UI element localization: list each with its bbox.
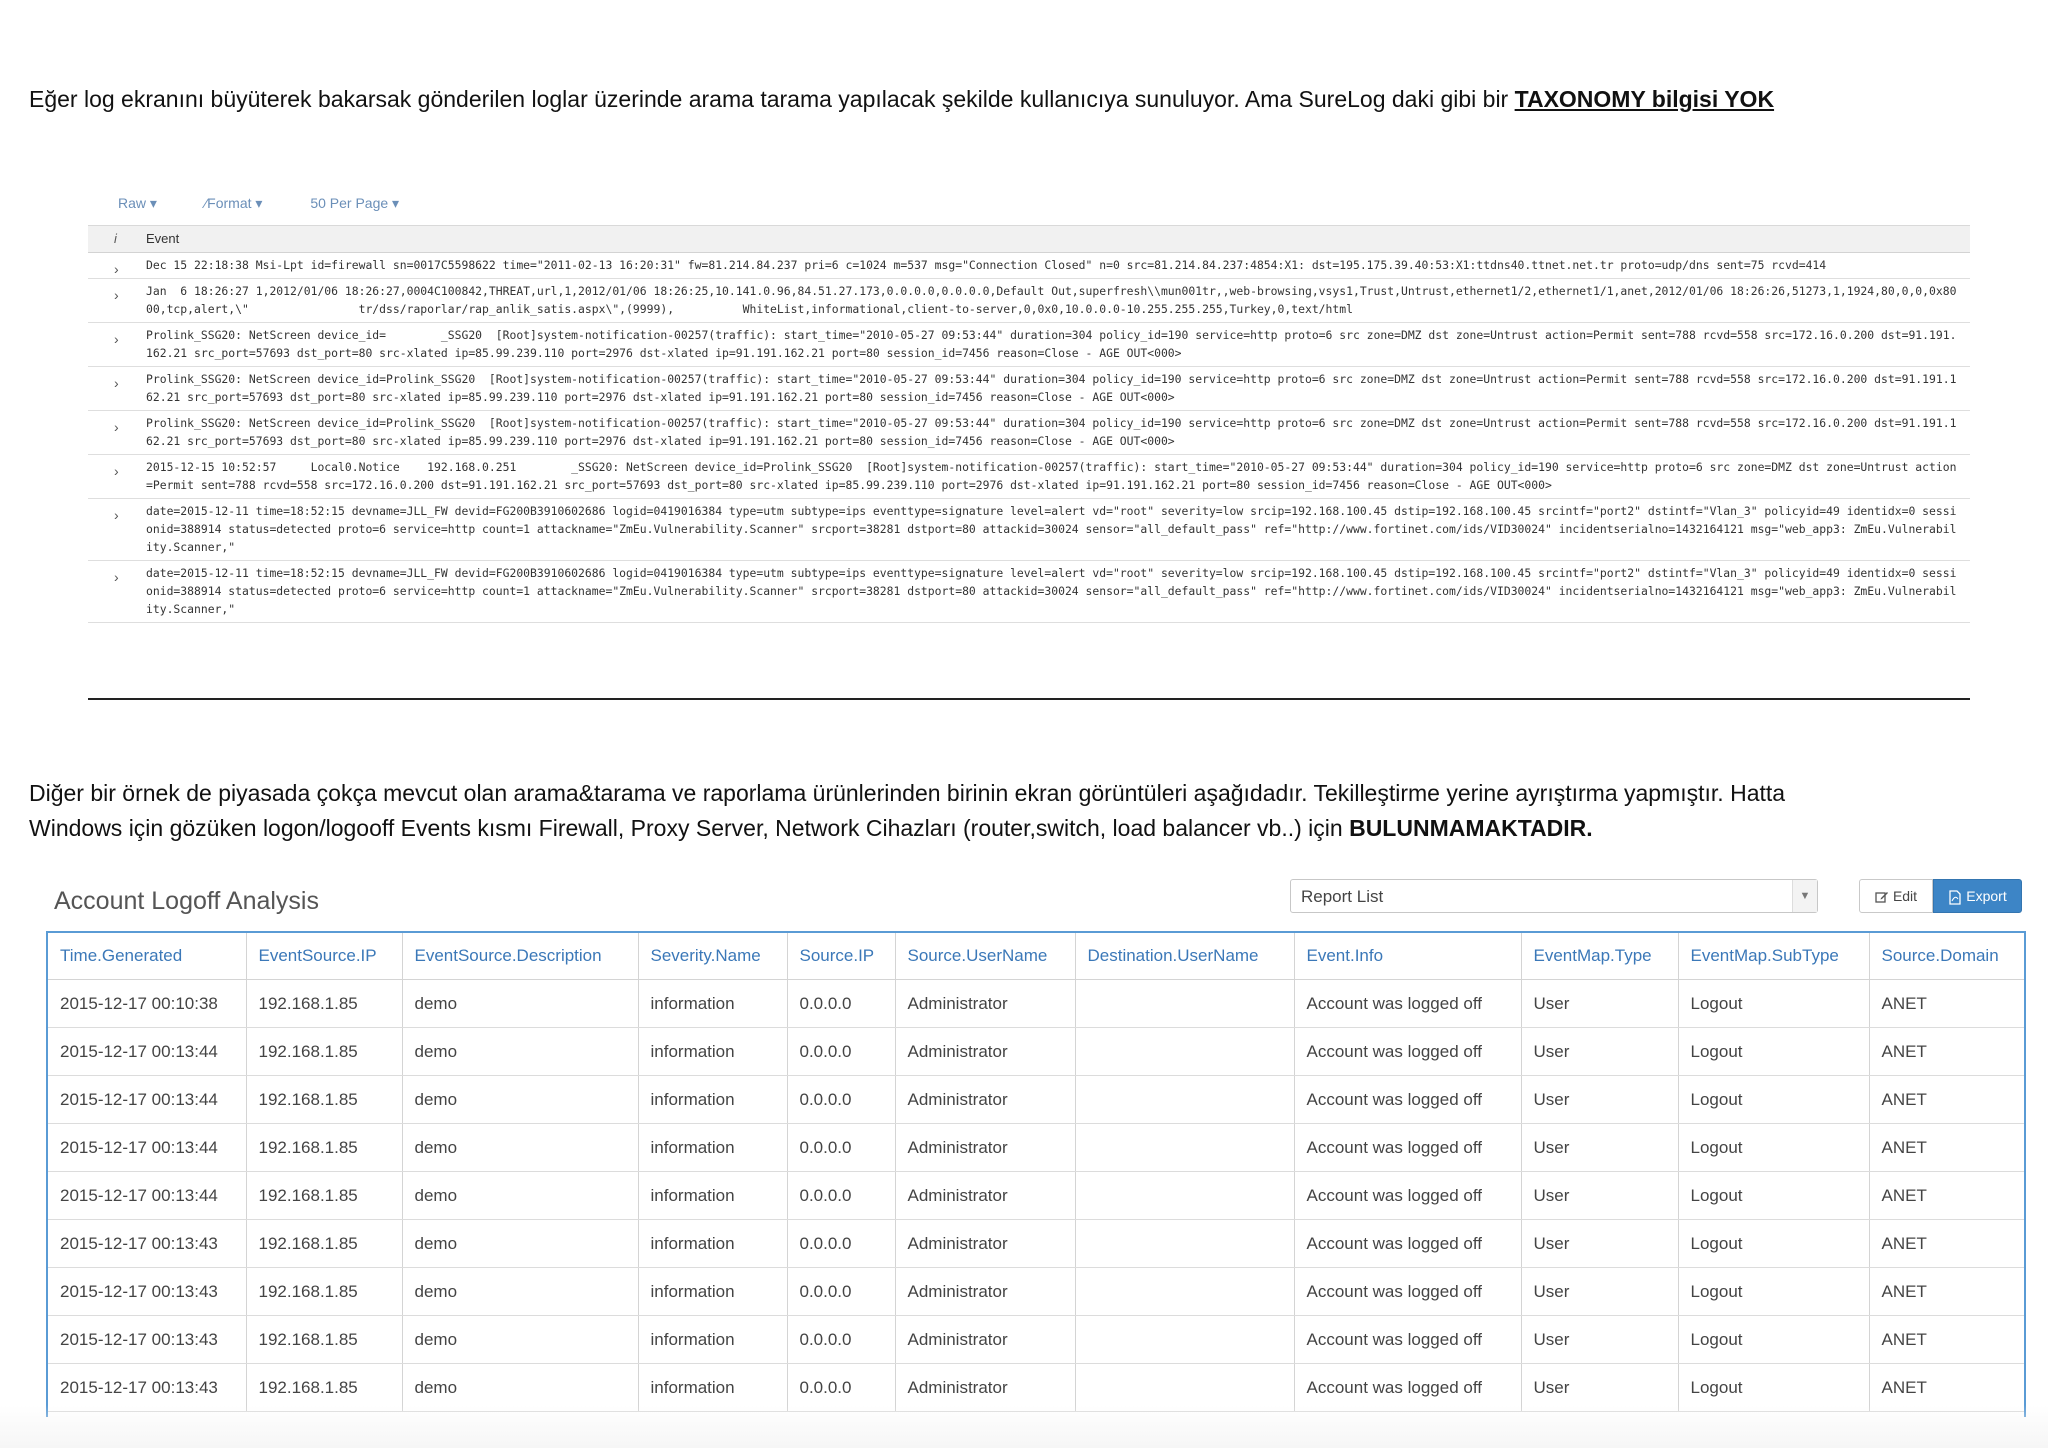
log-event-text: 2015-12-15 10:52:57 Local0.Notice 192.168.0.251 _SSG20: NetScreen device_id=Prolink_SSG20 [Root]system-notification-00257(traffic): start_time="2010-05-27 09:53:44" duration=304 policy_id=190 service=http proto=6 src zone=DMZ dst zone=Untrust action=Permit sent=788 rcvd=558 src=172.16.0.200 dst=91.191.162.21 src_port=57693 dst_port=80 src-xlated ip=85.99.239.110 port=2976 dst-xlated ip=91.191.162.21 port=80 session_id=7456 reason=Close - AGE OUT<000> <box>146 460 1957 492</box>
table-cell: Administrator <box>895 1364 1075 1412</box>
table-cell: demo <box>402 1364 638 1412</box>
table-cell: 0.0.0.0 <box>787 1124 895 1172</box>
table-cell <box>1075 1268 1294 1316</box>
table-cell: 0.0.0.0 <box>787 1076 895 1124</box>
log-row[interactable] <box>88 367 1970 411</box>
table-cell: 2015-12-17 00:13:44 <box>48 1028 246 1076</box>
log-event-text: Dec 15 22:18:38 Msi-Lpt id=firewall sn=0017C5598622 time="2011-02-13 16:20:31" fw=81.214.84.237 pri=6 c=1024 m=537 msg="Connection Closed" n=0 src=81.214.84.237:4854:X1: dst=195.175.39.40:53:X1:ttdns40.ttnet.net.tr proto=udp/dns sent=75 rcvd=414 <box>146 258 1827 272</box>
table-row[interactable] <box>48 1028 2024 1076</box>
table-cell: demo <box>402 1124 638 1172</box>
table-cell: ANET <box>1869 1028 2024 1076</box>
table-cell: 192.168.1.85 <box>246 1364 402 1412</box>
chevron-right-icon[interactable]: › <box>114 261 119 277</box>
log-row[interactable] <box>88 499 1970 561</box>
table-cell: demo <box>402 1268 638 1316</box>
table-cell: 0.0.0.0 <box>787 1268 895 1316</box>
table-cell: 0.0.0.0 <box>787 1316 895 1364</box>
format-dropdown[interactable]: ⁄Format ▾ <box>204 195 263 211</box>
table-cell: Logout <box>1678 1268 1869 1316</box>
column-header[interactable]: EventMap.Type <box>1521 933 1678 980</box>
table-cell: 2015-12-17 00:13:43 <box>48 1268 246 1316</box>
log-event-text: Jan 6 18:26:27 1,2012/01/06 18:26:27,0004C100842,THREAT,url,1,2012/01/06 18:26:25,10.141.0.96,84.51.27.173,0.0.0.0,0.0.0.0,Default Out,superfresh\\mun001tr,,web-browsing,vsys1,Trust,Untrust,ethernet1/2,ethernet1/1,anet,2012/01/06 18:26:26,51273,1,1924,80,0,0,0x8000,tcp,alert,\" tr/dss/raporlar/rap_anlik_satis.aspx\",(9999), WhiteList,informational,client-to-server,0,0x0,10.0.0.0-10.255.255.255,Turkey,0,text/html <box>146 284 1957 316</box>
table-cell: ANET <box>1869 1124 2024 1172</box>
report-list-value: Report List <box>1301 887 1384 906</box>
table-cell: 0.0.0.0 <box>787 1028 895 1076</box>
table-cell: 192.168.1.85 <box>246 1268 402 1316</box>
table-cell: Logout <box>1678 980 1869 1028</box>
chevron-down-icon[interactable]: ▼ <box>1792 880 1817 912</box>
table-cell: Account was logged off <box>1294 1172 1521 1220</box>
table-cell: demo <box>402 1316 638 1364</box>
column-header[interactable]: Time.Generated <box>48 933 246 980</box>
table-cell: User <box>1521 1268 1678 1316</box>
table-cell: demo <box>402 980 638 1028</box>
chevron-right-icon[interactable]: › <box>114 569 119 585</box>
table-cell: Administrator <box>895 980 1075 1028</box>
log-row[interactable] <box>88 279 1970 323</box>
page-bottom-fade <box>0 1405 2048 1448</box>
table-cell: 2015-12-17 00:13:44 <box>48 1172 246 1220</box>
table-row[interactable] <box>48 980 2024 1028</box>
table-cell: Account was logged off <box>1294 1268 1521 1316</box>
table-cell: information <box>638 980 787 1028</box>
second-emphasis: BULUNMAMAKTADIR. <box>1349 815 1593 841</box>
second-line-1: Diğer bir örnek de piyasada çokça mevcut olan arama&tarama ve raporlama ürünlerinden birinin ekran görüntüleri aşağıdadır. Tekilleştirme yerine ayrıştırma yapmıştır. Hatta <box>29 780 1786 806</box>
table-cell: 0.0.0.0 <box>787 1364 895 1412</box>
second-paragraph <box>29 776 1785 846</box>
column-header[interactable]: EventMap.SubType <box>1678 933 1869 980</box>
table-cell: User <box>1521 1220 1678 1268</box>
table-cell: 0.0.0.0 <box>787 1220 895 1268</box>
table-cell: 2015-12-17 00:13:43 <box>48 1316 246 1364</box>
log-row[interactable] <box>88 561 1970 623</box>
table-cell: 0.0.0.0 <box>787 980 895 1028</box>
chevron-right-icon[interactable]: › <box>114 463 119 479</box>
table-cell: information <box>638 1076 787 1124</box>
chevron-right-icon[interactable]: › <box>114 331 119 347</box>
table-cell: ANET <box>1869 1268 2024 1316</box>
divider <box>88 698 1970 700</box>
table-cell: Administrator <box>895 1316 1075 1364</box>
table-cell: Administrator <box>895 1076 1075 1124</box>
table-cell: Account was logged off <box>1294 980 1521 1028</box>
table-cell: 2015-12-17 00:13:44 <box>48 1124 246 1172</box>
column-header[interactable]: Severity.Name <box>638 933 787 980</box>
table-cell: information <box>638 1268 787 1316</box>
table-row[interactable] <box>48 1124 2024 1172</box>
table-cell: information <box>638 1124 787 1172</box>
table-cell: Logout <box>1678 1220 1869 1268</box>
table-cell: User <box>1521 1028 1678 1076</box>
table-cell: 192.168.1.85 <box>246 1172 402 1220</box>
table-cell: Account was logged off <box>1294 1364 1521 1412</box>
export-button[interactable] <box>1933 879 2022 913</box>
raw-dropdown[interactable]: Raw ▾ <box>118 195 157 211</box>
table-cell: Account was logged off <box>1294 1028 1521 1076</box>
table-cell <box>1075 980 1294 1028</box>
table-cell: demo <box>402 1172 638 1220</box>
chevron-right-icon[interactable]: › <box>114 375 119 391</box>
table-cell: User <box>1521 1316 1678 1364</box>
log-event-text: date=2015-12-11 time=18:52:15 devname=JLL_FW devid=FG200B3910602686 logid=0419016384 type=utm subtype=ips eventtype=signature level=alert vd="root" severity=low srcip=192.168.100.45 dstip=192.168.100.45 srcintf="port2" dstintf="Vlan_3" policyid=49 identidx=0 sessionid=388914 status=detected proto=6 service=http count=1 attackname="ZmEu.Vulnerability.Scanner" srcport=38281 dstport=80 attackid=30024 sensor="all_default_pass" ref="http://www.fortinet.com/ids/VID30024" incidentserialno=1432164121 msg="web_app3: ZmEu.Vulnerability.Scanner," <box>146 566 1957 616</box>
export-label: Export <box>1966 888 2007 904</box>
table-cell: 2015-12-17 00:10:38 <box>48 980 246 1028</box>
table-cell: Logout <box>1678 1172 1869 1220</box>
log-event-text: Prolink_SSG20: NetScreen device_id= _SSG20 [Root]system-notification-00257(traffic): start_time="2010-05-27 09:53:44" duration=304 policy_id=190 service=http proto=6 src zone=DMZ dst zone=Untrust action=Permit sent=788 rcvd=558 src=172.16.0.200 dst=91.191.162.21 src_port=57693 dst_port=80 src-xlated ip=85.99.239.110 port=2976 dst-xlated ip=91.191.162.21 port=80 session_id=7456 reason=Close - AGE OUT<000> <box>146 328 1957 360</box>
report-grid <box>46 931 2026 1417</box>
table-cell: Administrator <box>895 1220 1075 1268</box>
log-viewer-screenshot <box>88 180 1970 700</box>
chevron-right-icon[interactable]: › <box>114 507 119 523</box>
table-cell: Account was logged off <box>1294 1220 1521 1268</box>
log-toolbar <box>118 195 443 219</box>
event-column-header: Event <box>146 231 180 246</box>
edit-label: Edit <box>1892 888 1918 904</box>
log-row[interactable] <box>88 455 1970 499</box>
log-event-text: Prolink_SSG20: NetScreen device_id=Prolink_SSG20 [Root]system-notification-00257(traffic): start_time="2010-05-27 09:53:44" duration=304 policy_id=190 service=http proto=6 src zone=DMZ dst zone=Untrust action=Permit sent=788 rcvd=558 src=172.16.0.200 dst=91.191.162.21 src_port=57693 dst_port=80 src-xlated ip=85.99.239.110 port=2976 dst-xlated ip=91.191.162.21 port=80 session_id=7456 reason=Close - AGE OUT<000> <box>146 416 1957 448</box>
table-cell: User <box>1521 1124 1678 1172</box>
table-cell: 2015-12-17 00:13:43 <box>48 1220 246 1268</box>
table-cell <box>1075 1028 1294 1076</box>
table-cell: ANET <box>1869 980 2024 1028</box>
table-cell <box>1075 1124 1294 1172</box>
column-header[interactable]: Source.IP <box>787 933 895 980</box>
table-cell: Account was logged off <box>1294 1124 1521 1172</box>
log-row[interactable] <box>88 253 1970 279</box>
table-cell: Logout <box>1678 1316 1869 1364</box>
column-header[interactable]: Source.Domain <box>1869 933 2024 980</box>
table-row[interactable] <box>48 1316 2024 1364</box>
log-row[interactable] <box>88 323 1970 367</box>
table-cell: Logout <box>1678 1028 1869 1076</box>
column-header[interactable]: Destination.UserName <box>1075 933 1294 980</box>
column-header[interactable]: Event.Info <box>1294 933 1521 980</box>
table-cell: Administrator <box>895 1028 1075 1076</box>
table-cell: demo <box>402 1220 638 1268</box>
table-cell: information <box>638 1028 787 1076</box>
intro-text: Eğer log ekranını büyüterek bakarsak gönderilen loglar üzerinde arama tarama yapılacak şekilde kullanıcıya sunuluyor. Ama SureLog daki gibi bir <box>29 86 1515 112</box>
log-row[interactable] <box>88 411 1970 455</box>
chevron-right-icon[interactable]: › <box>114 419 119 435</box>
table-cell <box>1075 1220 1294 1268</box>
table-cell: User <box>1521 1364 1678 1412</box>
report-list-select[interactable] <box>1290 879 1818 913</box>
table-cell: User <box>1521 980 1678 1028</box>
table-cell: Administrator <box>895 1268 1075 1316</box>
table-cell: Logout <box>1678 1364 1869 1412</box>
edit-button[interactable] <box>1859 879 1933 913</box>
log-event-text: date=2015-12-11 time=18:52:15 devname=JLL_FW devid=FG200B3910602686 logid=0419016384 type=utm subtype=ips eventtype=signature level=alert vd="root" severity=low srcip=192.168.100.45 dstip=192.168.100.45 srcintf="port2" dstintf="Vlan_3" policyid=49 identidx=0 sessionid=388914 status=detected proto=6 service=http count=1 attackname="ZmEu.Vulnerability.Scanner" srcport=38281 dstport=80 attackid=30024 sensor="all_default_pass" ref="http://www.fortinet.com/ids/VID30024" incidentserialno=1432164121 msg="web_app3: ZmEu.Vulnerability.Scanner," <box>146 504 1957 554</box>
table-cell: 192.168.1.85 <box>246 1220 402 1268</box>
table-cell: User <box>1521 1076 1678 1124</box>
table-row[interactable] <box>48 1076 2024 1124</box>
table-cell: demo <box>402 1028 638 1076</box>
table-cell: Logout <box>1678 1076 1869 1124</box>
table-cell: User <box>1521 1172 1678 1220</box>
edit-icon <box>1875 890 1889 904</box>
table-cell: demo <box>402 1076 638 1124</box>
table-cell: information <box>638 1172 787 1220</box>
column-header[interactable]: EventSource.Description <box>402 933 638 980</box>
table-cell <box>1075 1316 1294 1364</box>
report-header-row <box>48 933 2024 980</box>
table-row[interactable] <box>48 1268 2024 1316</box>
table-cell: ANET <box>1869 1364 2024 1412</box>
table-cell: ANET <box>1869 1076 2024 1124</box>
table-cell: 192.168.1.85 <box>246 1124 402 1172</box>
table-cell: Account was logged off <box>1294 1316 1521 1364</box>
table-cell <box>1075 1076 1294 1124</box>
table-cell: Administrator <box>895 1124 1075 1172</box>
log-table-header <box>88 226 1970 253</box>
per-page-dropdown[interactable]: 50 Per Page ▾ <box>310 195 400 211</box>
table-cell: 2015-12-17 00:13:43 <box>48 1364 246 1412</box>
table-cell: information <box>638 1316 787 1364</box>
table-cell: Account was logged off <box>1294 1076 1521 1124</box>
report-screenshot <box>46 875 2024 1415</box>
table-cell: 192.168.1.85 <box>246 1076 402 1124</box>
table-cell: ANET <box>1869 1172 2024 1220</box>
table-cell: 0.0.0.0 <box>787 1172 895 1220</box>
table-row[interactable] <box>48 1220 2024 1268</box>
table-cell: 192.168.1.85 <box>246 1316 402 1364</box>
table-cell: Administrator <box>895 1172 1075 1220</box>
table-cell: information <box>638 1364 787 1412</box>
chevron-right-icon[interactable]: › <box>114 287 119 303</box>
table-cell: Logout <box>1678 1124 1869 1172</box>
log-event-text: Prolink_SSG20: NetScreen device_id=Prolink_SSG20 [Root]system-notification-00257(traffic): start_time="2010-05-27 09:53:44" duration=304 policy_id=190 service=http proto=6 src zone=DMZ dst zone=Untrust action=Permit sent=788 rcvd=558 src=172.16.0.200 dst=91.191.162.21 src_port=57693 dst_port=80 src-xlated ip=85.99.239.110 port=2976 dst-xlated ip=91.191.162.21 port=80 session_id=7456 reason=Close - AGE OUT<000> <box>146 372 1957 404</box>
report-title: Account Logoff Analysis <box>54 887 319 915</box>
pdf-icon <box>1948 890 1962 905</box>
table-cell: ANET <box>1869 1316 2024 1364</box>
table-cell: 2015-12-17 00:13:44 <box>48 1076 246 1124</box>
intro-emphasis: TAXONOMY bilgisi YOK <box>1514 86 1775 112</box>
table-cell: 192.168.1.85 <box>246 1028 402 1076</box>
info-column-header: i <box>114 231 117 246</box>
column-header[interactable]: EventSource.IP <box>246 933 402 980</box>
table-cell: 192.168.1.85 <box>246 980 402 1028</box>
table-cell: information <box>638 1220 787 1268</box>
column-header[interactable]: Source.UserName <box>895 933 1075 980</box>
intro-paragraph <box>29 82 1774 117</box>
log-table <box>88 225 1970 623</box>
table-cell <box>1075 1172 1294 1220</box>
table-cell: ANET <box>1869 1220 2024 1268</box>
table-row[interactable] <box>48 1172 2024 1220</box>
second-line-2: Windows için gözüken logon/logooff Events kısmı Firewall, Proxy Server, Network Cihazları (router,switch, load balancer vb..) için <box>29 815 1350 841</box>
